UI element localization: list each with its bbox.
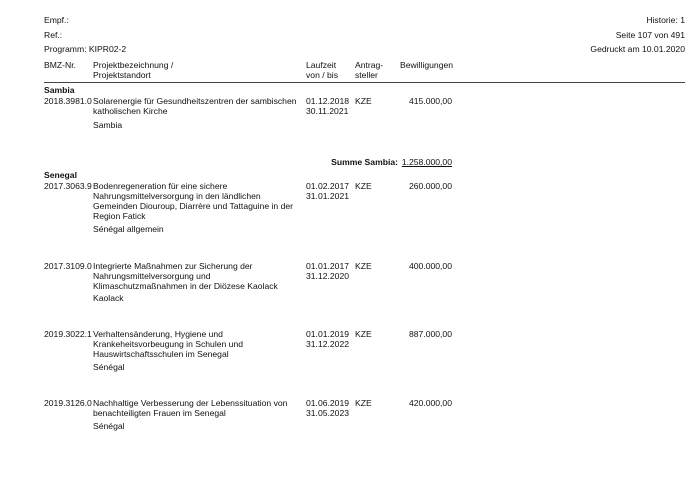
laufzeit-bis: 31.05.2023 (306, 408, 350, 418)
laufzeit-von: 01.06.2019 (306, 398, 350, 408)
page-indicator: Seite 107 von 491 (615, 30, 685, 40)
laufzeit-bis: 31.12.2022 (306, 339, 350, 349)
bewilligung-amount: 400.000,00 (408, 261, 452, 271)
project-location: Sambia (93, 120, 123, 130)
laufzeit-von: 01.12.2018 (306, 96, 350, 106)
antragsteller: KZE (355, 181, 372, 191)
country-heading: Senegal (44, 170, 77, 180)
project-title: Nachhaltige Verbesserung der Lebenssituation von benachteiligten Frauen im Senegal (93, 398, 288, 418)
column-header-projekt-2: Projektstandort (93, 70, 151, 80)
column-header-laufzeit-1: Laufzeit (306, 60, 337, 70)
laufzeit-von: 01.02.2017 (306, 181, 350, 191)
laufzeit-bis: 30.11.2021 (306, 106, 349, 116)
bewilligung-amount: 420.000,00 (408, 398, 452, 408)
column-header-antrag-2: steller (355, 70, 378, 80)
bmz-number: 2019.3022.1 (44, 329, 92, 339)
column-header-antrag-1: Antrag- (355, 60, 384, 70)
antragsteller: KZE (355, 398, 372, 408)
country-heading: Sambia (44, 85, 75, 95)
header-divider (44, 82, 685, 83)
project-title: Integrierte Maßnahmen zur Sicherung der Nahrungsmittelversorgung und Klimaschutzmaßnahmen in der Diözese Kaolack (93, 261, 278, 291)
project-location: Kaolack (93, 293, 124, 303)
antragsteller: KZE (355, 96, 372, 106)
bewilligung-amount: 260.000,00 (408, 181, 452, 191)
laufzeit-bis: 31.01.2021 (306, 191, 350, 201)
column-header-laufzeit-2: von / bis (306, 70, 339, 80)
summe-value: 1.258.000,00 (401, 157, 452, 167)
project-location: Sénégal allgemein (93, 224, 164, 234)
bmz-number: 2018.3981.0 (44, 96, 92, 106)
print-date: Gedruckt am 10.01.2020 (590, 44, 685, 54)
column-header-projekt-1: Projektbezeichnung / (93, 60, 174, 70)
project-location: Sénégal (93, 421, 125, 431)
bewilligung-amount: 887.000,00 (408, 329, 452, 339)
column-header-bewilligungen: Bewilligungen (400, 60, 454, 70)
column-header-bmz: BMZ-Nr. (44, 60, 76, 70)
laufzeit-von: 01.01.2019 (306, 329, 350, 339)
project-title: Bodenregeneration für eine sichere Nahrungsmittelversorgung in den ländlichen Gemeinden Diouroup, Diarrère und Tattaguine in der Region Fatick (93, 181, 294, 221)
laufzeit-bis: 31.12.2020 (306, 271, 350, 281)
bmz-number: 2017.3109.0 (44, 261, 92, 271)
summe-label: Summe Sambia: (331, 157, 398, 167)
laufzeit-von: 01.01.2017 (306, 261, 350, 271)
programm-label: Programm: KIPR02-2 (44, 44, 127, 54)
bmz-number: 2017.3063.9 (44, 181, 92, 191)
bmz-number: 2019.3126.0 (44, 398, 92, 408)
bewilligung-amount: 415.000,00 (408, 96, 452, 106)
empf-label: Empf.: (44, 15, 69, 25)
antragsteller: KZE (355, 329, 372, 339)
project-title: Verhaltensänderung, Hygiene und Krankeheitsvorbeugung in Schulen und Hauswirtschaftsschulen im Senegal (93, 329, 244, 359)
ref-label: Ref.: (44, 30, 63, 40)
antragsteller: KZE (355, 261, 372, 271)
historie-label: Historie: 1 (646, 15, 685, 25)
project-location: Sénégal (93, 362, 125, 372)
project-title: Solarenergie für Gesundheitszentren der sambischen katholischen Kirche (93, 96, 297, 116)
